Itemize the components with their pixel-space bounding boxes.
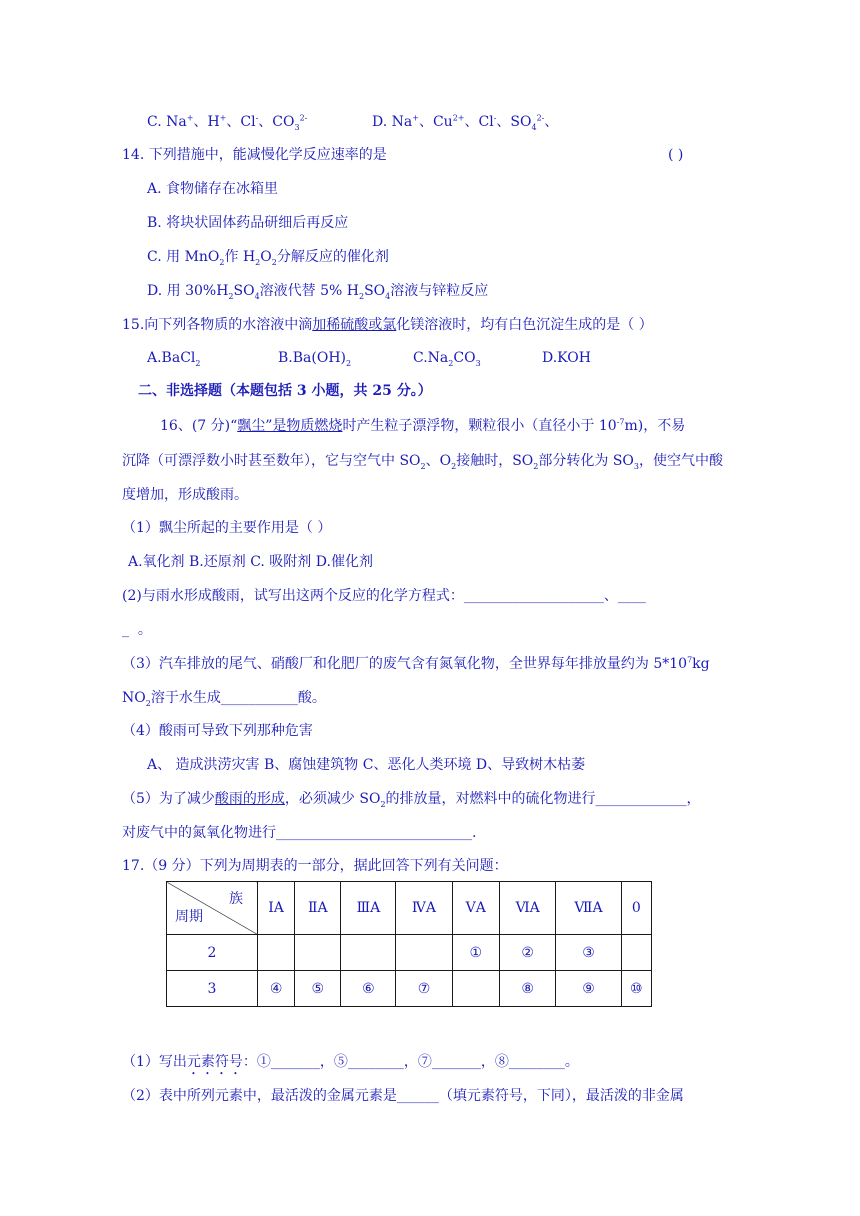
q16-part3: （3）汽车排放的尾气、硝酸厂和化肥厂的废气含有氮氧化物，全世界每年排放量约为 $5*10^7kg$ xyxy=(122,655,710,672)
answer-blank[interactable]: ____ xyxy=(617,588,646,604)
q15-option-d: D.KOH xyxy=(542,350,591,366)
q17-part1: （1）写出元素符号：①_______，⑤________，⑦_______，⑧________。 xyxy=(122,1054,579,1070)
answer-blank[interactable]: ____________________ xyxy=(463,588,604,604)
group-header: ⅦA xyxy=(556,882,621,935)
group-header: ⅣA xyxy=(396,882,452,935)
answer-blank[interactable]: _____________ xyxy=(595,791,687,807)
answer-blank[interactable]: ___________ xyxy=(220,690,298,706)
q16-part3-cont: $NO_2$溶于水生成___________酸。 xyxy=(122,690,326,708)
q14-answer-bracket: ( ) xyxy=(668,147,684,163)
element-cell: ④ xyxy=(258,971,295,1007)
answer-blank[interactable]: ________ xyxy=(347,1054,404,1070)
q16-part1-options: A.氧化剂 B.还原剂 C. 吸附剂 D.催化剂 xyxy=(128,554,373,570)
group-header: ⅠA xyxy=(258,882,295,935)
element-cell xyxy=(258,935,295,971)
q13-option-d: D. Na+、$Cu^{2+}$、Cl-、$SO_4^{2-}$、 xyxy=(372,113,559,132)
q16-part5-cont: 对废气中的氮氧化物进行____________________________. xyxy=(122,825,477,841)
element-cell xyxy=(295,935,341,971)
q16-part4-options: A、 造成洪涝灾害 B、腐蚀建筑物 C、恶化人类环境 D、导致树木枯萎 xyxy=(147,757,586,773)
period-label: 3 xyxy=(167,971,258,1007)
answer-blank[interactable]: _______ xyxy=(431,1054,481,1070)
element-cell xyxy=(341,935,396,971)
group-header: ⅢA xyxy=(341,882,396,935)
element-cell: ⑥ xyxy=(341,971,396,1007)
element-cell: ⑦ xyxy=(396,971,452,1007)
q14-option-a: A. 食物储存在冰箱里 xyxy=(147,181,279,197)
answer-blank[interactable]: _ xyxy=(122,622,129,638)
element-cell: ③ xyxy=(556,935,621,971)
q15-option-b: $B.Ba(OH)_2$ xyxy=(278,350,352,368)
q14-option-b: B. 将块状固体药品研细后再反应 xyxy=(147,215,349,231)
table-corner-cell: 族 周期 xyxy=(167,882,258,935)
q14-option-c: C. 用 MnO$_2$作 $H_2O_2$分解反应的催化剂 xyxy=(147,249,389,267)
q16-part5: （5）为了减少酸雨的形成，必须减少 $SO_2$的排放量，对燃料中的硫化物进行_____________， xyxy=(122,791,701,809)
element-cell: ⑨ xyxy=(556,971,621,1007)
element-cell: ⑤ xyxy=(295,971,341,1007)
group-header: 0 xyxy=(621,882,651,935)
q14-option-d: D. 用 $30\%H_2SO_4$溶液代替 5% $H_2SO_4$溶液与锌粒反应 xyxy=(147,283,489,301)
period-label: 2 xyxy=(167,935,258,971)
q16-intro-line3: 度增加，形成酸雨。 xyxy=(122,487,248,503)
element-cell: ② xyxy=(500,935,556,971)
q16-part2: (2)与雨水形成酸雨，试写出这两个反应的化学方程式：____________________、____ xyxy=(122,588,646,604)
answer-blank[interactable]: _______ xyxy=(270,1054,320,1070)
section-2-heading: 二、非选择题（本题包括 3 小题，共 25 分。） xyxy=(138,383,432,399)
element-cell: ⑩ xyxy=(621,971,651,1007)
answer-blank[interactable]: ____________________________ xyxy=(276,825,472,841)
q15-stem: 15.向下列各物质的水溶液中滴加稀硫酸或氯化镁溶液时，均有白色沉淀生成的是（ ） xyxy=(122,317,653,333)
group-header: ⅥA xyxy=(500,882,556,935)
q15-option-c: $C.Na_2CO_3$ xyxy=(413,350,481,368)
element-cell xyxy=(452,971,499,1007)
periodic-table-fragment xyxy=(166,881,652,1007)
q16-part2-cont: _ 。 xyxy=(122,622,152,638)
element-cell xyxy=(396,935,452,971)
q16-intro-line2: 沉降（可漂浮数小时甚至数年），它与空气中 $SO_2$、$O_2$接触时，$SO_2$部分转化为 $SO_3$，使空气中酸 xyxy=(122,453,723,471)
q16-part1: （1）飘尘所起的主要作用是（ ） xyxy=(122,520,332,536)
group-header: ⅡA xyxy=(295,882,341,935)
q13-option-c: C. Na+、H+、Cl-、$CO_3^{2-}$ xyxy=(147,113,308,132)
q17-stem: 17.（9 分）下列为周期表的一部分，据此回答下列有关问题： xyxy=(122,858,508,874)
q14-stem: 14. 下列措施中，能减慢化学反应速率的是 xyxy=(122,147,387,163)
q15-option-a: A.BaCl$_2$ xyxy=(147,350,201,368)
answer-blank[interactable]: ________ xyxy=(508,1054,565,1070)
element-cell xyxy=(621,935,651,971)
q16-part4: （4）酸雨可导致下列那种危害 xyxy=(122,723,313,739)
q16-intro-line1: 16、(7 分)“飘尘”是物质燃烧时产生粒子漂浮物，颗粒很小（直径小于 $10^{-7}m$)，不易 xyxy=(160,417,686,434)
element-cell: ⑧ xyxy=(500,971,556,1007)
element-cell: ① xyxy=(452,935,499,971)
table-row xyxy=(167,971,652,1007)
q17-part2: （2）表中所列元素中，最活泼的金属元素是______（填元素符号，下同），最活泼的非金属 xyxy=(122,1088,684,1104)
table-row xyxy=(167,935,652,971)
group-header: ⅤA xyxy=(452,882,499,935)
